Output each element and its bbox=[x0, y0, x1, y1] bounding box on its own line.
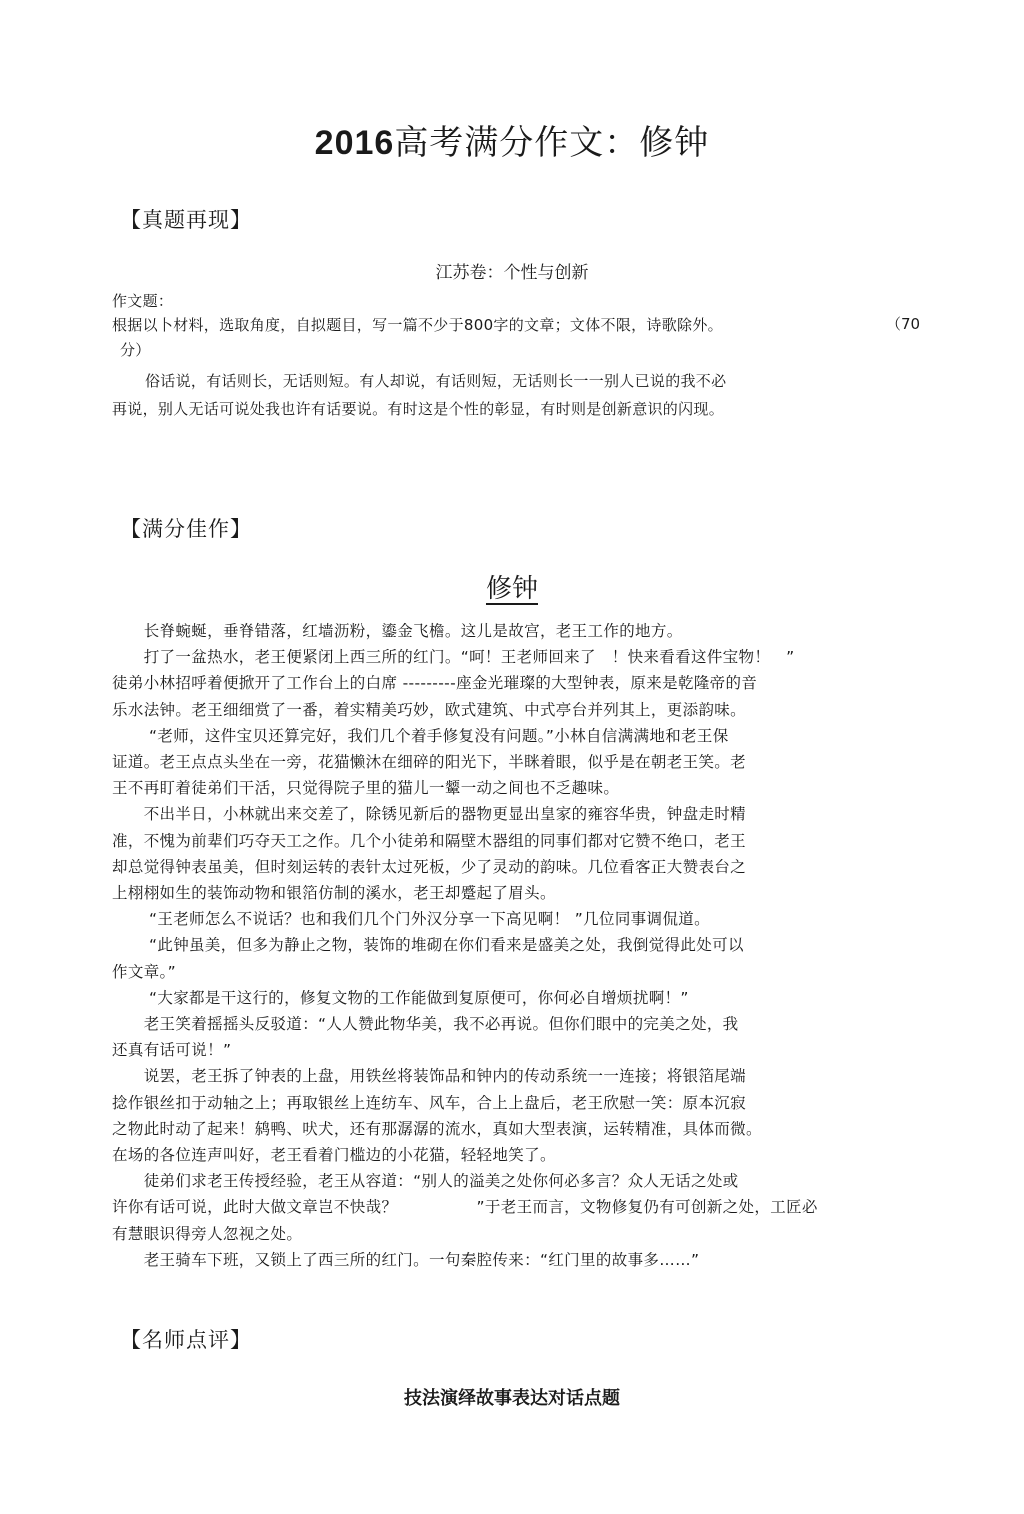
section-heading-essay: 【满分佳作】 bbox=[120, 517, 252, 541]
essay-line: “大家都是干这行的，修复文物的工作能做到复原便可，你何必自增烦扰啊！” bbox=[112, 988, 689, 1007]
prompt-label: 作文题： bbox=[112, 292, 174, 310]
prompt-requirement: 根据以卜材料，选取角度，自拟题目，写一篇不少于800字的文章；文体不限，诗歌除外。 bbox=[112, 316, 723, 334]
essay-line: 徒弟小林招呼着便掀开了工作台上的白席 ---------座金光璀璨的大型钟表，原来是乾隆帝的音 bbox=[112, 674, 758, 693]
essay-line: 打了一盆热水，老王便紧闭上西三所的红门。“呵！王老师回来了 ！快来看看这件宝物！ ” bbox=[112, 648, 795, 667]
essay-line: 乐水法钟。老王细细赏了一番，着实精美巧妙，欧式建筑、中式亭台并列其上，更添韵味。 bbox=[112, 700, 747, 719]
essay-line: 徒弟们求老王传授经验，老王从容道：“别人的溢美之处你何必多言？众人无话之处或 bbox=[112, 1172, 739, 1191]
essay-line: 捻作银丝扣于动轴之上；再取银丝上连纺车、风车，合上上盘后，老王欣慰一笑：原本沉寂 bbox=[112, 1093, 747, 1112]
essay-line: 许你有话可说，此时大做文章岂不快哉？ ”于老王而言，文物修复仍有可创新之处，工匠必 bbox=[112, 1198, 818, 1217]
essay-line: 在场的各位连声叫好，老王看着门槛边的小花猫，轻轻地笑了。 bbox=[112, 1146, 556, 1165]
essay-line: “老师，这件宝贝还算完好，我们几个着手修复没有问题。”小林自信满满地和老王保 bbox=[112, 726, 729, 745]
essay-line: “此钟虽美，但多为静止之物，装饰的堆砌在你们看来是盛美之处，我倒觉得此处可以 bbox=[112, 936, 744, 955]
essay-line: 上栩栩如生的装饰动物和银箔仿制的溪水，老王却蹙起了眉头。 bbox=[112, 884, 556, 903]
essay-line: 王不再盯着徒弟们干活，只觉得院子里的猫儿一颦一动之间也不乏趣味。 bbox=[112, 779, 620, 798]
score-close: 分） bbox=[120, 341, 151, 359]
essay-line: 作文章。” bbox=[112, 962, 177, 981]
essay-line: 老王笑着摇摇头反驳道：“人人赞此物华美，我不必再说。但你们眼中的完美之处，我 bbox=[112, 1015, 739, 1034]
essay-line: 说罢，老王拆了钟表的上盘，用铁丝将装饰品和钟内的传动系统一一连接；将银箔尾端 bbox=[112, 1067, 747, 1086]
essay-body bbox=[112, 618, 922, 1273]
essay-line: 不出半日，小林就出来交差了，除锈见新后的器物更显出皇家的雍容华贵，钟盘走时精 bbox=[112, 805, 747, 824]
exam-subtitle: 江苏卷：个性与创新 bbox=[435, 263, 589, 283]
document-title bbox=[0, 115, 1024, 164]
section-heading-exam: 【真题再现】 bbox=[120, 208, 252, 232]
essay-line: 之物此时动了起来！鸫鸭、吠犬，还有那潺潺的流水，真如大型表演，运转精准，具体而微。 bbox=[112, 1119, 762, 1138]
title-text: 高考满分作文：修钟 bbox=[394, 122, 710, 163]
title-year: 2016 bbox=[314, 123, 395, 162]
essay-line: 还真有话可说！” bbox=[112, 1041, 232, 1060]
material-line-1: 俗话说，有话则长，无话则短。有人却说，有话则短，无话则长一一别人已说的我不必 bbox=[145, 372, 727, 390]
material-line-2: 再说，别人无话可说处我也许有话要说。有时这是个性的彰显，有时则是创新意识的闪现。 bbox=[112, 400, 725, 418]
section-heading-critique: 【名师点评】 bbox=[120, 1328, 252, 1352]
essay-line: “王老师怎么不说话？也和我们几个门外汉分享一下高见啊！ ”几位同事调侃道。 bbox=[112, 910, 710, 929]
essay-line: 老王骑车下班，又锁上了西三所的红门。一句秦腔传来：“红门里的故事多……” bbox=[112, 1250, 700, 1269]
essay-line: 却总觉得钟表虽美，但时刻运转的表针太过死板，少了灵动的韵味。几位看客正大赞表台之 bbox=[112, 857, 747, 876]
essay-line: 长脊蜿蜒，垂脊错落，红墙沥粉，鎏金飞檐。这儿是故宫，老王工作的地方。 bbox=[112, 622, 683, 640]
critique-title: 技法演绎故事表达对话点题 bbox=[404, 1388, 620, 1409]
score-open: （70 bbox=[886, 315, 921, 333]
essay-line: 证道。老王点点头坐在一旁，花猫懒沐在细碎的阳光下，半眯着眼，似乎是在朝老王笑。老 bbox=[112, 753, 747, 772]
essay-title: 修钟 bbox=[485, 574, 538, 604]
essay-line: 有慧眼识得旁人忽视之处。 bbox=[112, 1224, 303, 1243]
essay-line: 准，不愧为前辈们巧夺天工之作。几个小徒弟和隔壁木器组的同事们都对它赞不绝口，老王 bbox=[112, 831, 747, 850]
